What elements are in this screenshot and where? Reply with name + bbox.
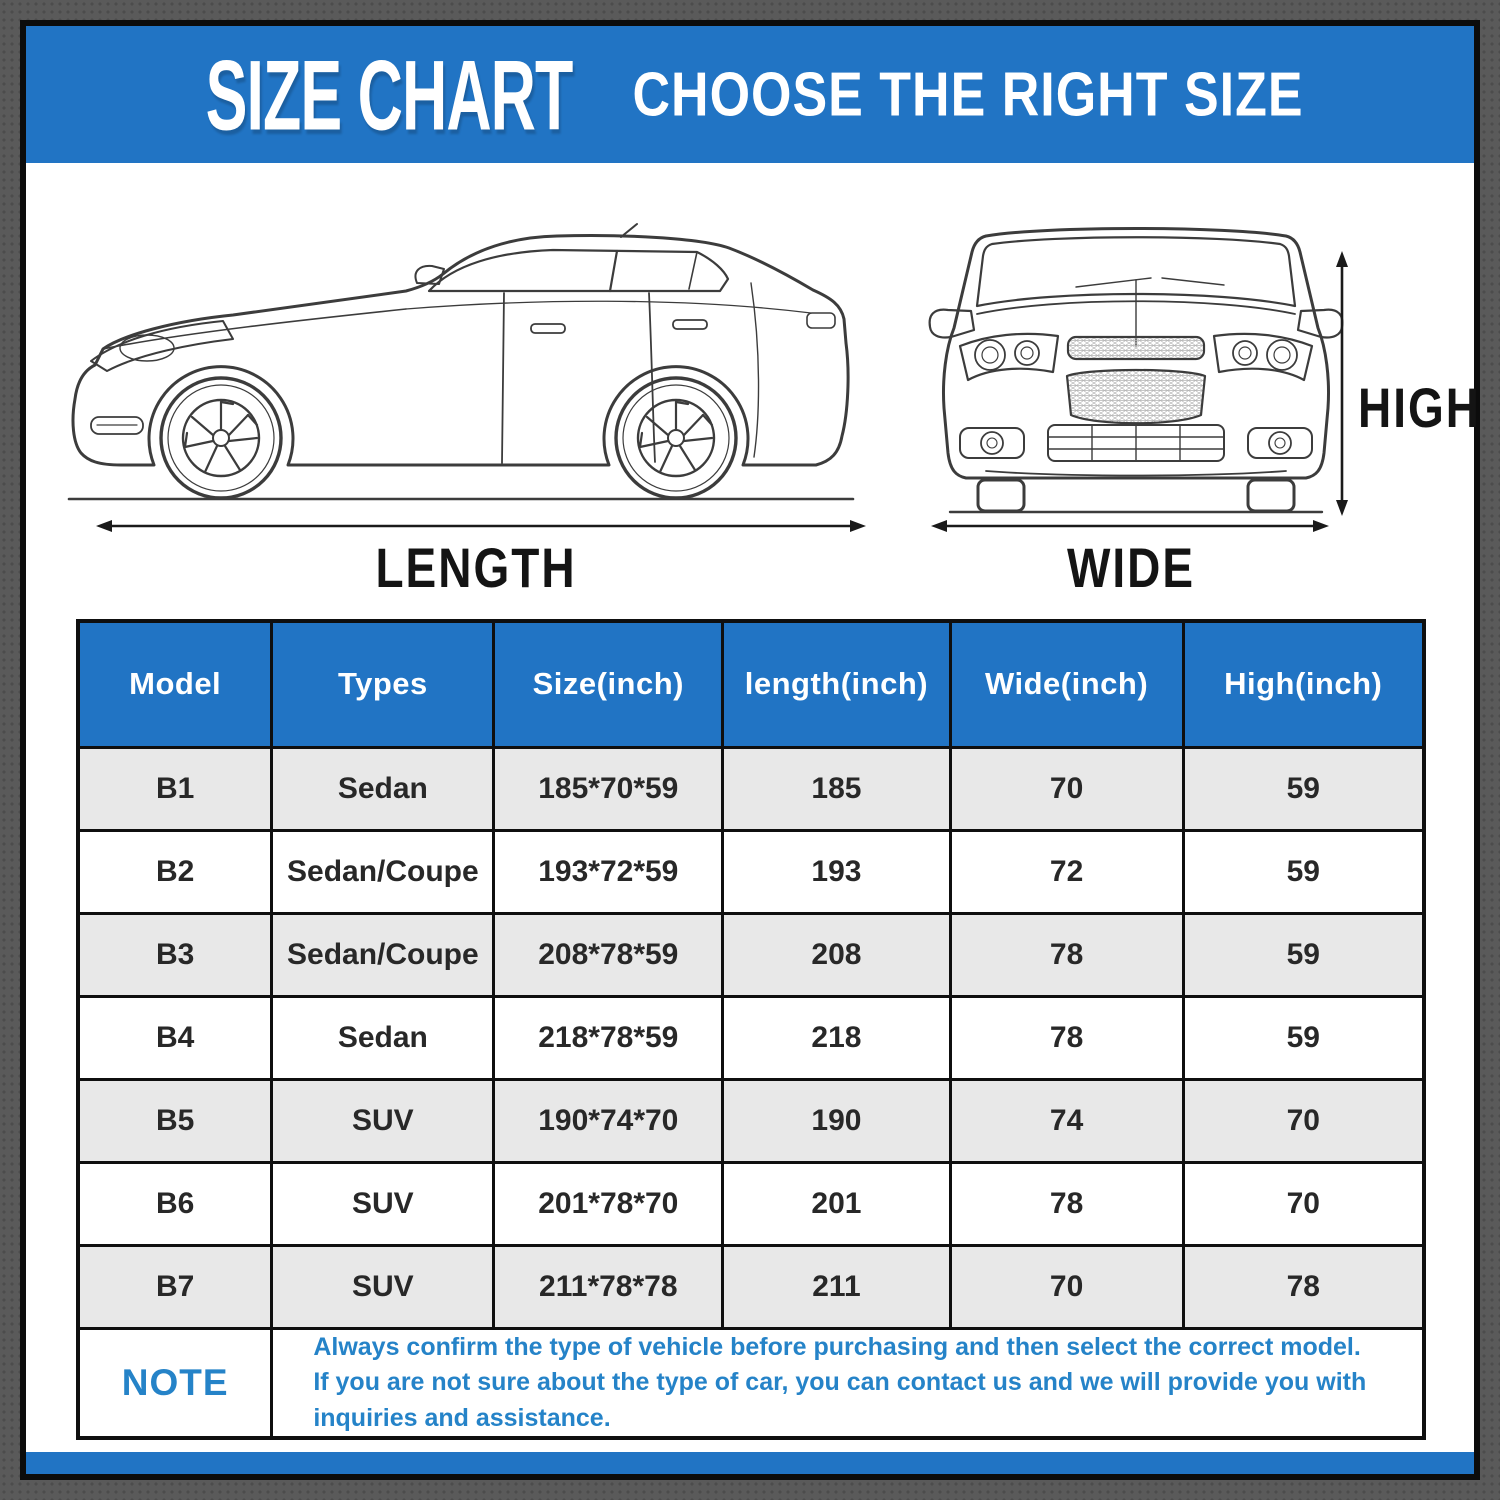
note-row [78, 1328, 1424, 1438]
car-side-view-illustration [61, 221, 861, 521]
column-header-high-inch-: High(inch) [1183, 621, 1424, 747]
column-header-types: Types [272, 621, 494, 747]
cell-b3-3: 208 [723, 913, 950, 996]
note-text: Always confirm the type of vehicle before purchasing and then select the correct model. If you are not sure about the type of car, you can contact us and we will provide you with inquiries and assistance. [272, 1328, 1424, 1438]
table-row-b6 [78, 1162, 1424, 1245]
header-banner [26, 26, 1474, 163]
cell-b1-2: 185*70*59 [494, 747, 723, 830]
cell-b3-0: B3 [78, 913, 272, 996]
table-body [78, 747, 1424, 1438]
cell-b4-2: 218*78*59 [494, 996, 723, 1079]
cell-b4-3: 218 [723, 996, 950, 1079]
cell-b7-0: B7 [78, 1245, 272, 1328]
cell-b4-4: 78 [950, 996, 1183, 1079]
cell-b4-1: Sedan [272, 996, 494, 1079]
cell-b5-0: B5 [78, 1079, 272, 1162]
cell-b6-0: B6 [78, 1162, 272, 1245]
cell-b2-3: 193 [723, 830, 950, 913]
front-wheel [161, 378, 281, 498]
table-row-b5 [78, 1079, 1424, 1162]
cell-b3-5: 59 [1183, 913, 1424, 996]
cell-b5-1: SUV [272, 1079, 494, 1162]
cell-b1-5: 59 [1183, 747, 1424, 830]
cell-b4-0: B4 [78, 996, 272, 1079]
bottom-accent-bar [26, 1452, 1474, 1474]
cell-b1-0: B1 [78, 747, 272, 830]
wide-label: WIDE [1066, 536, 1196, 600]
column-header-wide-inch-: Wide(inch) [950, 621, 1183, 747]
size-chart-panel [20, 20, 1480, 1480]
table-header-row [78, 621, 1424, 747]
column-header-size-inch-: Size(inch) [494, 621, 723, 747]
table-row-b3 [78, 913, 1424, 996]
cell-b6-2: 201*78*70 [494, 1162, 723, 1245]
cell-b5-4: 74 [950, 1079, 1183, 1162]
rear-wheel [616, 378, 736, 498]
cell-b6-3: 201 [723, 1162, 950, 1245]
cell-b2-5: 59 [1183, 830, 1424, 913]
cell-b4-5: 59 [1183, 996, 1424, 1079]
high-arrow-icon [1331, 251, 1353, 516]
length-arrow-icon [96, 516, 866, 536]
table-row-b2 [78, 830, 1424, 913]
table-row-b7 [78, 1245, 1424, 1328]
column-header-model: Model [78, 621, 272, 747]
cell-b1-4: 70 [950, 747, 1183, 830]
cell-b3-4: 78 [950, 913, 1183, 996]
cell-b7-1: SUV [272, 1245, 494, 1328]
high-label: HIGH [1358, 376, 1481, 440]
length-label: LENGTH [375, 536, 577, 600]
cell-b3-1: Sedan/Coupe [272, 913, 494, 996]
size-table [76, 619, 1426, 1440]
cell-b7-3: 211 [723, 1245, 950, 1328]
cell-b2-4: 72 [950, 830, 1183, 913]
cell-b5-2: 190*74*70 [494, 1079, 723, 1162]
page-subtitle: CHOOSE THE RIGHT SIZE [632, 59, 1304, 130]
cell-b6-4: 78 [950, 1162, 1183, 1245]
table-row-b1 [78, 747, 1424, 830]
cell-b2-2: 193*72*59 [494, 830, 723, 913]
cell-b6-1: SUV [272, 1162, 494, 1245]
cell-b2-0: B2 [78, 830, 272, 913]
cell-b1-1: Sedan [272, 747, 494, 830]
cell-b5-3: 190 [723, 1079, 950, 1162]
cell-b7-5: 78 [1183, 1245, 1424, 1328]
car-diagrams-section [26, 163, 1481, 618]
cell-b7-2: 211*78*78 [494, 1245, 723, 1328]
table-row-b4 [78, 996, 1424, 1079]
cell-b1-3: 185 [723, 747, 950, 830]
car-front-view-illustration [926, 218, 1346, 518]
wide-arrow-icon [931, 516, 1329, 536]
column-header-length-inch-: length(inch) [723, 621, 950, 747]
cell-b2-1: Sedan/Coupe [272, 830, 494, 913]
panel-content [26, 26, 1481, 1474]
cell-b5-5: 70 [1183, 1079, 1424, 1162]
cell-b7-4: 70 [950, 1245, 1183, 1328]
cell-b3-2: 208*78*59 [494, 913, 723, 996]
page-title: SIZE CHART [206, 39, 573, 150]
note-label: NOTE [78, 1328, 272, 1438]
cell-b6-5: 70 [1183, 1162, 1424, 1245]
